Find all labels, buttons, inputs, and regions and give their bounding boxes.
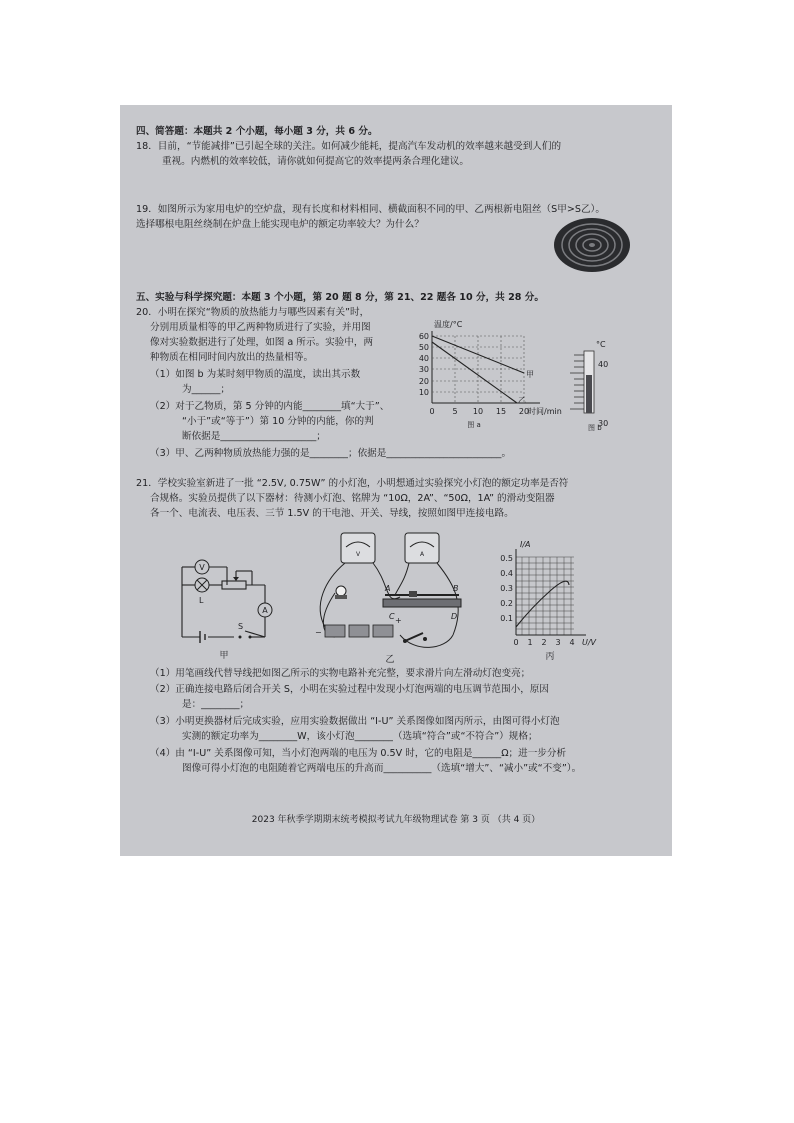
svg-text:V: V [355, 551, 361, 558]
fig-a-label-jia: 甲 [526, 370, 534, 379]
fig-a-xtick: 20 [518, 407, 530, 416]
fig-bing-xlabel: U/V [582, 638, 597, 647]
fig-a-caption: 图 a [467, 421, 481, 429]
q21-sub2-a: （2）正确连接电路后闭合开关 S，小明在实验过程中发现小灯泡两端的电压调节范围小，原因 [150, 684, 549, 695]
fig-bing-ytick: 0.3 [500, 584, 513, 593]
fig-bing-curve [516, 581, 569, 627]
q21-line1: 21．学校实验室新进了一批 “2.5V, 0.75W” 的小灯泡，小明想通过实验探究小灯泡的额定功率是否符 [136, 478, 569, 489]
figure-a-graph [412, 315, 572, 430]
fig-a-ytick: 20 [418, 377, 429, 386]
figure-b-thermometer [568, 337, 628, 432]
fig-bing-ytick: 0.4 [500, 569, 513, 578]
q21-line2: 合规格。实验员提供了以下器材：待测小灯泡、铭牌为 “10Ω，2A”、“50Ω，1A” 的滑动变阻器 [150, 493, 555, 504]
fig-bing-ytick: 0.5 [500, 554, 513, 563]
fig-bing-ytick: 0.1 [500, 614, 513, 623]
q21-sub3-b: 实测的额定功率为________W，该小灯泡________（选填“符合”或“不符合”）规格； [182, 731, 538, 742]
fig-a-xtick: 0 [429, 407, 435, 416]
fig-yi-label-A: A [385, 584, 391, 593]
fig-yi-batteries [325, 625, 393, 637]
q21-sub2-b: 是：________； [182, 699, 250, 710]
fig-b-liquid [586, 375, 592, 413]
q18-line1: 18．目前，“节能减排”已引起全球的关注。如何减少能耗，提高汽车发动机的效率越来越受到人们的 [136, 141, 562, 152]
figure-bing-graph [492, 535, 622, 665]
q20-sub1-b: 为______； [182, 384, 230, 395]
fig-a-xlabel: 时间/min [528, 407, 562, 416]
q20-line2: 分别用质量相等的甲乙两种物质进行了实验，并用图 [150, 322, 371, 333]
fig-bing-ylabel: I/A [520, 540, 531, 549]
fig-a-ytick: 10 [418, 388, 429, 397]
fig-yi-plus: + [395, 616, 402, 625]
q21-sub1: （1）用笔画线代替导线把如图乙所示的实物电路补充完整，要求滑片向左滑动灯泡变亮； [150, 668, 531, 679]
fig-jia-lamp-label: L [199, 596, 204, 605]
q19-line2: 选择哪根电阻丝绕制在炉盘上能实现电炉的额定功率较大？为什么？ [136, 219, 424, 230]
figure-jia-circuit [172, 545, 277, 663]
q20-line1: 20．小明在探究“物质的放热能力与哪些因素有关”时， [136, 307, 370, 318]
fig-a-ylabel: 温度/°C [434, 320, 463, 329]
fig-bing-xtick: 0 [513, 638, 519, 647]
fig-a-ytick: 40 [418, 354, 429, 363]
fig-bing-ytick: 0.2 [500, 599, 513, 608]
fig-a-grid [432, 336, 524, 403]
fig-bing-xtick: 3 [555, 638, 561, 647]
fig-a-line-yi [432, 342, 517, 403]
fig-yi-label-B: B [453, 584, 459, 593]
fig-yi-label-C: C [389, 612, 395, 621]
exam-page [120, 105, 672, 856]
fig-bing-xtick: 4 [569, 638, 575, 647]
fig-yi-bulb [336, 586, 346, 596]
section5-header: 五、实验与科学探究题：本题 3 个小题，第 20 题 8 分，第 21、22 题各 10 分，共 28 分。 [136, 292, 544, 303]
fig-yi-rheostat [383, 599, 461, 607]
q19-line1: 19．如图所示为家用电炉的空炉盘，现有长度和材料相同、横截面积不同的甲、乙两根新电阻丝（S甲>S乙）。 [136, 204, 605, 215]
fig-a-ytick: 60 [418, 332, 429, 341]
fig-a-ytick: 30 [418, 365, 429, 374]
q20-line4: 种物质在相同时间内放出的热量相等。 [150, 352, 314, 363]
q20-sub2-b: “小于”或“等于”）第 10 分钟的内能，你的判 [182, 416, 374, 427]
q18-line2: 重视。内燃机的效率较低，请你就如何提高它的效率提两条合理化建议。 [162, 156, 469, 167]
fig-b-tick-30: 30 [598, 419, 609, 428]
fig-yi-switch [405, 633, 423, 641]
fig-yi-label-D: D [451, 612, 458, 621]
section4-header: 四、简答题：本题共 2 个小题，每小题 3 分，共 6 分。 [136, 126, 378, 137]
page-footer: 2023 年秋季学期期末统考模拟考试九年级物理试卷 第 3 页 （共 4 页） [251, 815, 541, 825]
fig-b-caption: 图 b [588, 424, 602, 432]
fig-bing-caption: 丙 [545, 652, 555, 662]
stove-plate-image [552, 215, 632, 275]
fig-b-unit: °C [596, 340, 606, 349]
fig-jia-ammeter-label: A [262, 606, 268, 615]
q20-sub2-c: 断依据是____________________； [182, 431, 326, 442]
q21-sub4-a: （4）由 “I-U” 关系图像可知，当小灯泡两端的电压为 0.5V 时，它的电阻是______Ω；进一步分析 [150, 748, 567, 759]
figure-yi-physical-circuit [305, 525, 475, 665]
fig-a-xtick: 15 [495, 407, 507, 416]
fig-yi-minus: − [315, 628, 322, 637]
q21-sub3-a: （3）小明更换器材后完成实验，应用实验数据做出 “I-U” 关系图像如图丙所示，由图可得小灯泡 [150, 716, 560, 727]
fig-jia-voltmeter-label: V [199, 563, 205, 572]
fig-jia-caption: 甲 [219, 651, 229, 661]
q21-sub4-b: 图像可得小灯泡的电阻随着它两端电压的升高而__________（选填“增大”、“减小”或“不变”）。 [182, 763, 582, 774]
fig-jia-switch-label: S [238, 622, 244, 631]
q20-sub2-a: （2）对于乙物质，第 5 分钟的内能________填“大于”、 [150, 401, 390, 412]
fig-yi-caption: 乙 [385, 655, 395, 665]
fig-a-xtick: 5 [452, 407, 458, 416]
fig-bing-xtick: 2 [541, 638, 547, 647]
q20-line3: 像对实验数据进行了处理，如图 a 所示。实验中，两 [150, 337, 374, 348]
q20-sub3: （3）甲、乙两种物质放热能力强的是________；依据是________________________。 [150, 448, 512, 459]
svg-text:A: A [419, 551, 425, 558]
fig-a-xtick: 10 [472, 407, 484, 416]
fig-a-ytick: 50 [418, 343, 429, 352]
fig-b-tick-40: 40 [598, 360, 609, 369]
q21-line3: 各一个、电流表、电压表、三节 1.5V 的干电池、开关、导线，按照如图甲连接电路。 [150, 508, 514, 519]
fig-a-label-yi: 乙 [518, 396, 526, 405]
fig-bing-xtick: 1 [527, 638, 533, 647]
q20-sub1-a: （1）如图 b 为某时刻甲物质的温度，读出其示数 [150, 369, 361, 380]
